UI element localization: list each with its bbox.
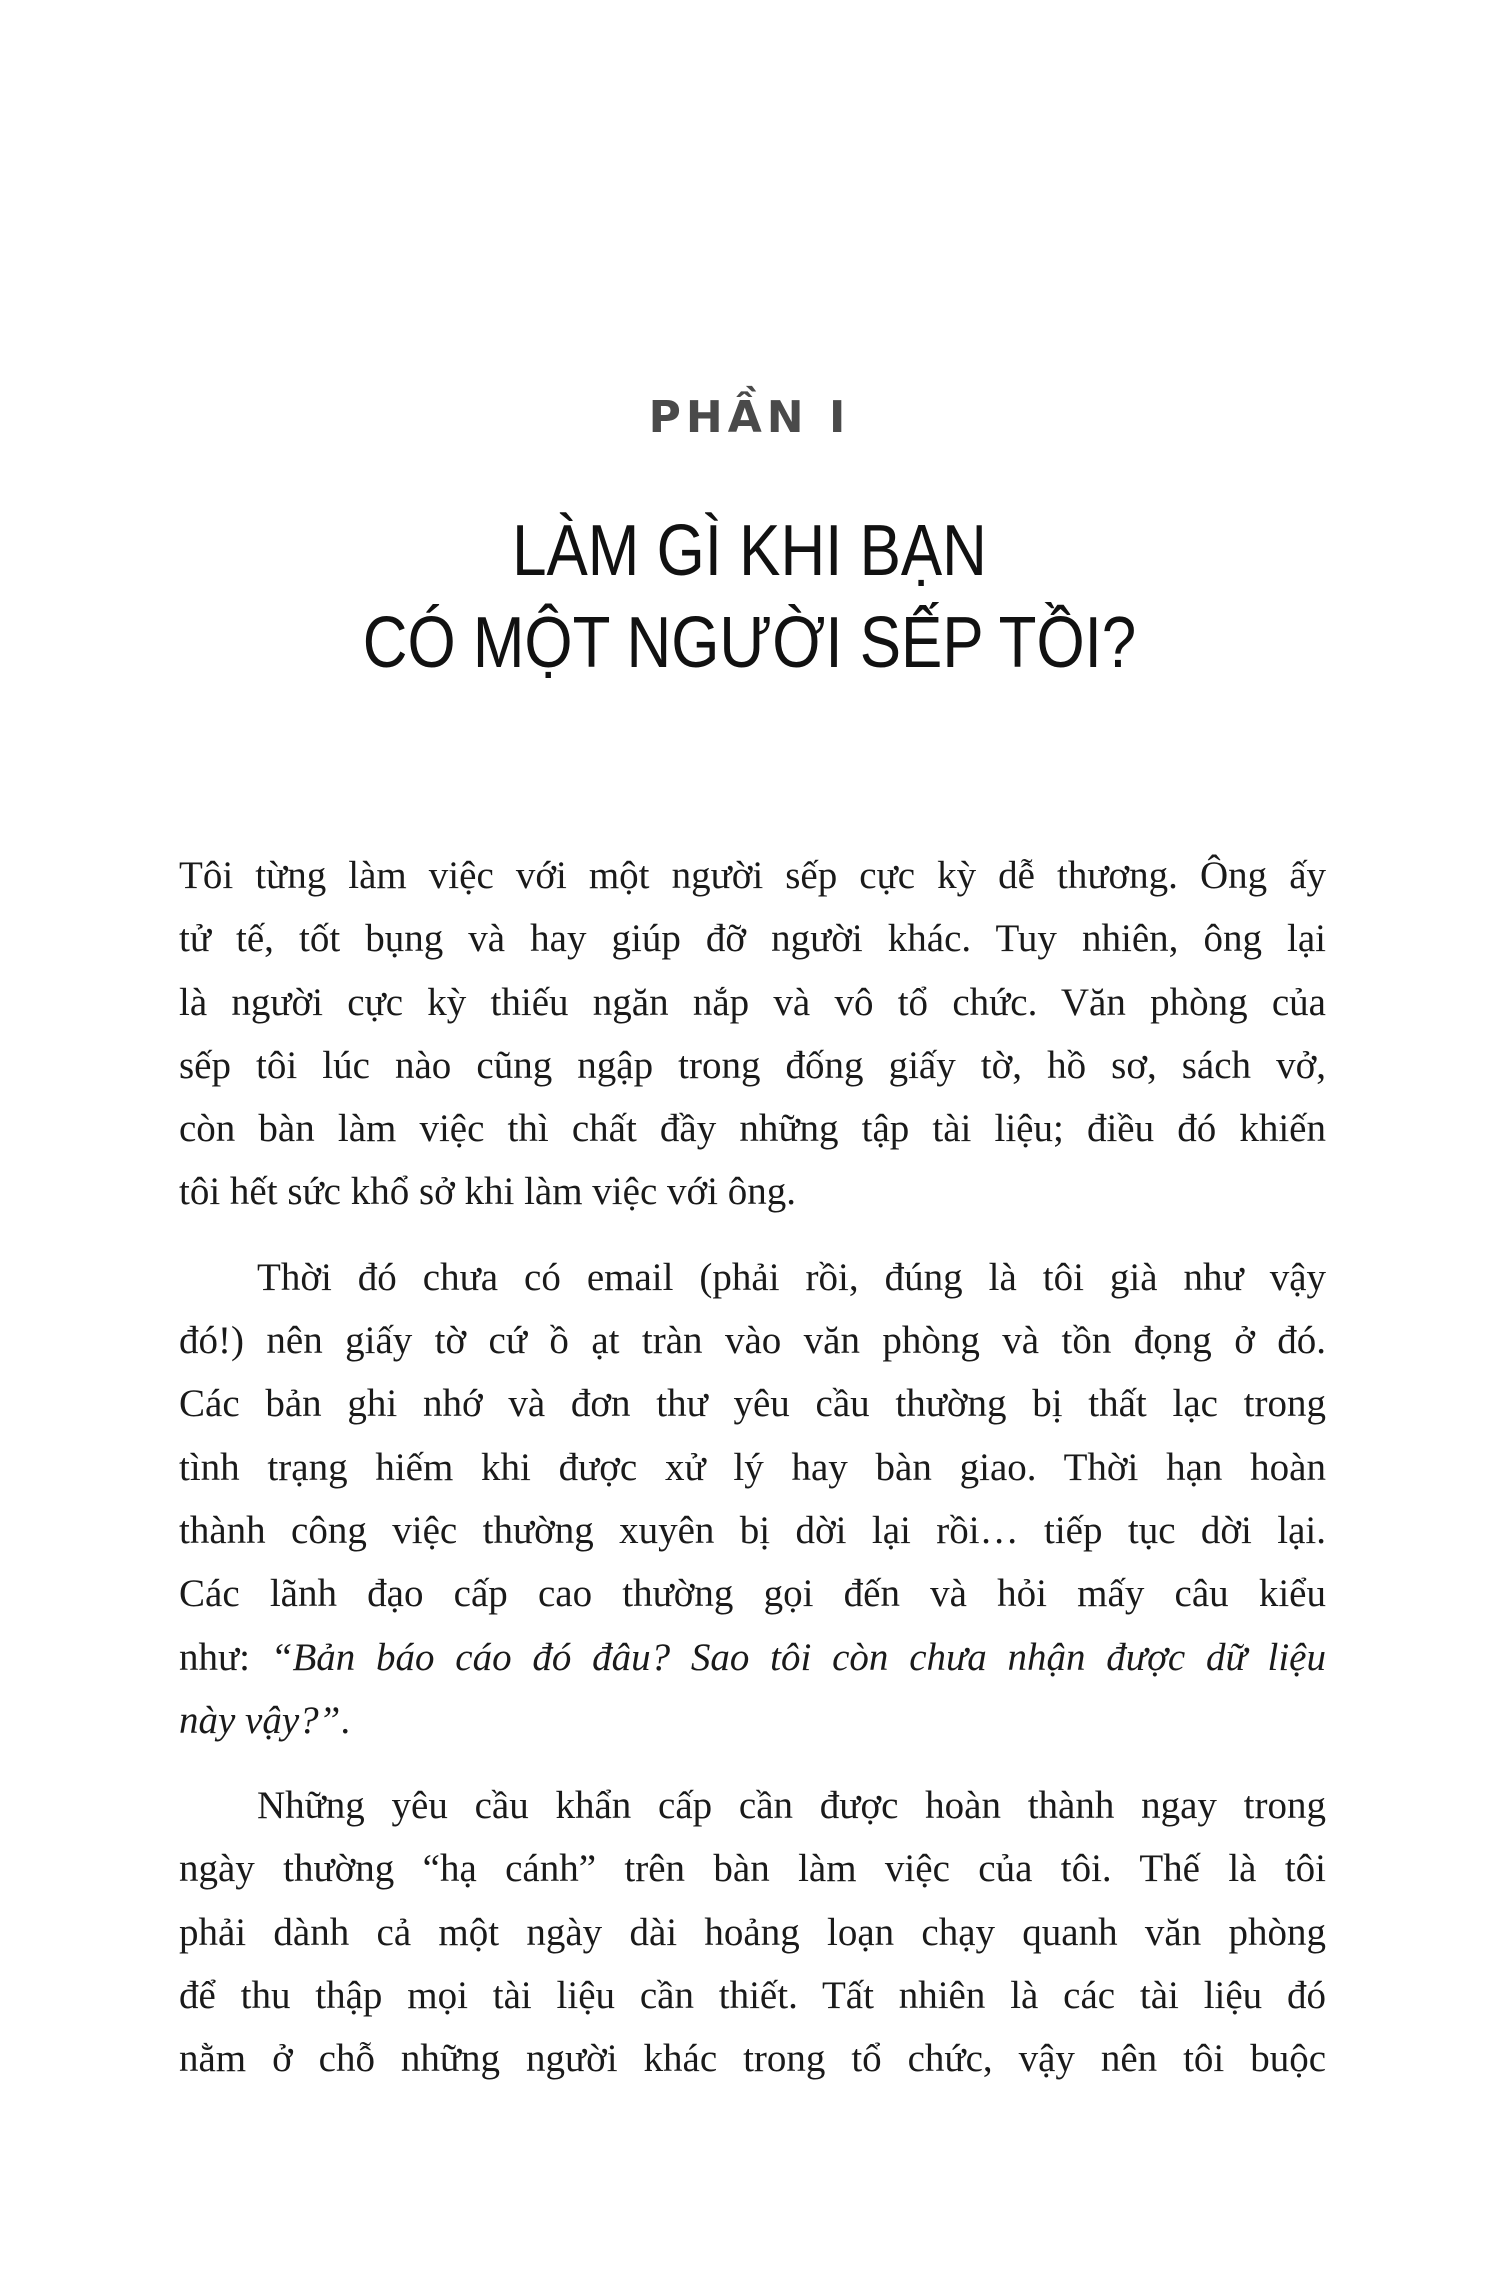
text-line: nằm ở chỗ những người khác trong tổ chức, vậy nên tôi buộc xyxy=(179,2037,1326,2081)
paragraph-1 xyxy=(179,844,1326,1224)
text-line: còn bàn làm việc thì chất đầy những tập tài liệu; điều đó khiến xyxy=(179,1107,1326,1151)
text-line: Những yêu cầu khẩn cấp cần được hoàn thành ngay trong xyxy=(257,1784,1326,1828)
part-label: PHẦN I xyxy=(648,392,851,443)
quote-text: “Bản báo cáo đó đâu? Sao tôi còn chưa nhận được dữ liệu xyxy=(270,1635,1326,1679)
text-line: Các lãnh đạo cấp cao thường gọi đến và hỏi mấy câu kiểu xyxy=(179,1572,1326,1616)
text-line xyxy=(179,1626,1326,1689)
chapter-title-line: LÀM GÌ KHI BẠN xyxy=(512,511,987,591)
text-line: tử tế, tốt bụng và hay giúp đỡ người khác. Tuy nhiên, ông lại xyxy=(179,917,1326,961)
text-line: đó!) nên giấy tờ cứ ồ ạt tràn vào văn phòng và tồn đọng ở đó. xyxy=(179,1319,1326,1363)
text-line: phải dành cả một ngày dài hoảng loạn chạy quanh văn phòng xyxy=(179,1910,1326,1954)
paragraph-2 xyxy=(179,1246,1326,1752)
text-line: tình trạng hiếm khi được xử lý hay bàn giao. Thời hạn hoàn xyxy=(179,1445,1326,1489)
quote-text: này vậy?” xyxy=(179,1698,341,1742)
text-line xyxy=(179,1689,1326,1752)
text-line: là người cực kỳ thiếu ngăn nắp và vô tổ chức. Văn phòng của xyxy=(179,980,1326,1024)
chapter-title-line: CÓ MỘT NGƯỜI SẾP TỒI? xyxy=(362,603,1137,683)
quote-prefix: như: xyxy=(179,1635,271,1679)
quote-end: . xyxy=(340,1698,351,1742)
chapter-title xyxy=(0,505,1499,689)
text-line: Các bản ghi nhớ và đơn thư yêu cầu thường bị thất lạc trong xyxy=(179,1382,1326,1426)
text-line: để thu thập mọi tài liệu cần thiết. Tất nhiên là các tài liệu đó xyxy=(179,1974,1326,2018)
text-line: tôi hết sức khổ sở khi làm việc với ông. xyxy=(179,1170,796,1214)
text-line: ngày thường “hạ cánh” trên bàn làm việc của tôi. Thế là tôi xyxy=(179,1847,1326,1891)
text-line: Thời đó chưa có email (phải rồi, đúng là tôi già như vậy xyxy=(257,1255,1326,1299)
text-line: sếp tôi lúc nào cũng ngập trong đống giấy tờ, hồ sơ, sách vở, xyxy=(179,1043,1326,1087)
paragraph-3 xyxy=(179,1774,1326,2090)
text-line: thành công việc thường xuyên bị dời lại rồi… tiếp tục dời lại. xyxy=(179,1508,1326,1552)
body-text xyxy=(179,844,1326,2113)
text-line: Tôi từng làm việc với một người sếp cực kỳ dễ thương. Ông ấy xyxy=(179,854,1326,897)
